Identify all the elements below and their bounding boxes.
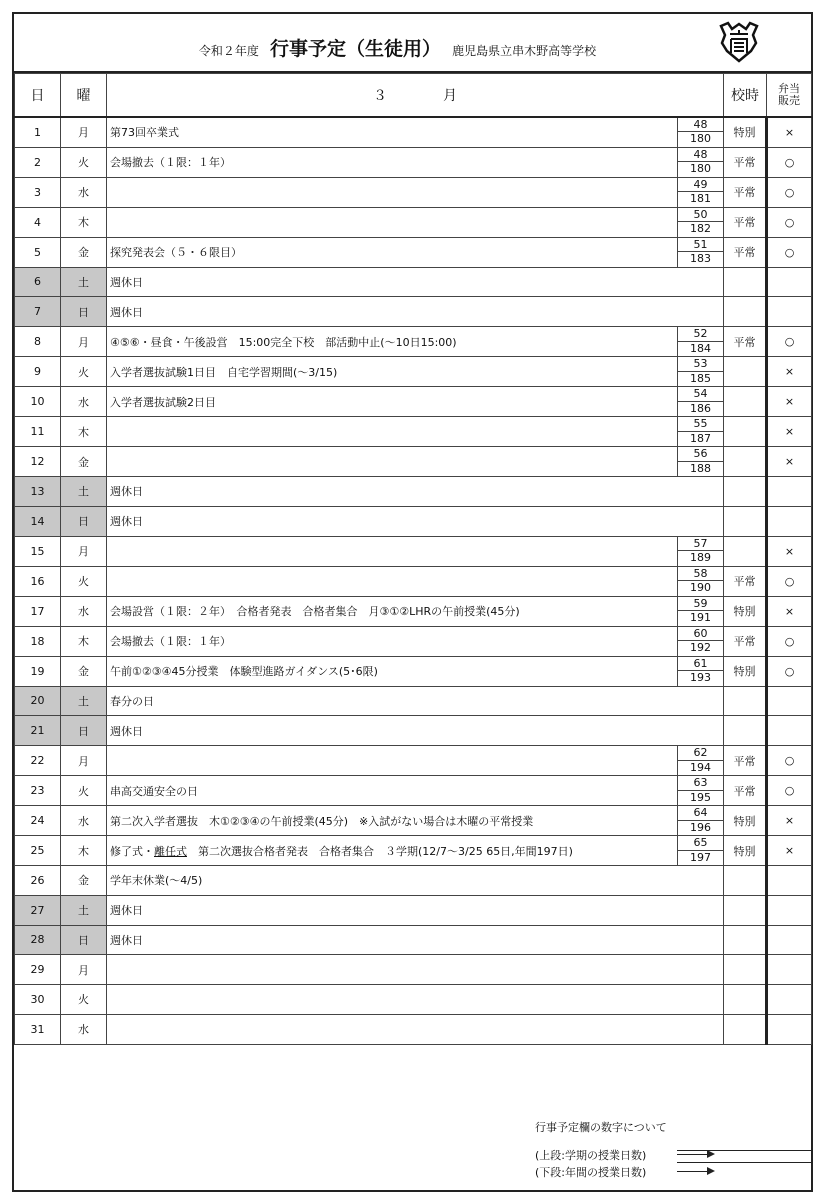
event-cell: 探究発表会（５・６限目）: [107, 237, 678, 267]
event-cell: 週休日: [107, 895, 724, 925]
bento-sale-cell: [767, 297, 812, 327]
event-cell: [107, 207, 678, 237]
year-class-days: 185: [690, 371, 711, 385]
day-cell: 25: [15, 836, 61, 866]
table-row: [15, 536, 812, 566]
event-cell: 第73回卒業式: [107, 117, 678, 148]
table-row: [15, 596, 812, 626]
day-cell: 15: [15, 536, 61, 566]
weekday-cell: 水: [61, 596, 107, 626]
school-time-cell: 平常: [724, 237, 767, 267]
event-cell: 会場撤去（１限：１年）: [107, 147, 678, 177]
bento-sale-cell: ○: [767, 207, 812, 237]
school-time-column-header: 校時: [724, 74, 767, 117]
table-row: [15, 477, 812, 507]
school-time-cell: 特別: [724, 806, 767, 836]
event-cell: [107, 417, 678, 447]
bento-sale-cell: ○: [767, 746, 812, 776]
term-class-days: 59: [678, 597, 723, 612]
day-cell: 3: [15, 177, 61, 207]
class-day-count-cell: [678, 776, 724, 806]
event-cell: [107, 536, 678, 566]
class-day-count-cell: [678, 836, 724, 866]
day-cell: 1: [15, 117, 61, 148]
day-cell: 13: [15, 477, 61, 507]
event-cell: 午前①②③④45分授業 体験型進路ガイダンス(5･6限): [107, 656, 678, 686]
table-row: [15, 267, 812, 297]
school-time-cell: [724, 895, 767, 925]
weekday-cell: 木: [61, 417, 107, 447]
year-class-days: 196: [690, 820, 711, 834]
day-column-header: 日: [15, 74, 61, 117]
table-row: [15, 686, 812, 716]
weekday-cell: 火: [61, 985, 107, 1015]
legend-title: 行事予定欄の数字について: [535, 1121, 667, 1134]
school-time-cell: 平常: [724, 147, 767, 177]
school-time-cell: 特別: [724, 117, 767, 148]
event-cell: 学年末休業(～4/5): [107, 866, 724, 896]
class-day-count-cell: [678, 536, 724, 566]
year-class-days: 190: [690, 581, 711, 594]
year-class-days: 188: [690, 461, 711, 475]
year-class-days: 181: [690, 192, 711, 205]
school-time-cell: [724, 925, 767, 955]
weekday-cell: 金: [61, 447, 107, 477]
school-time-cell: 平常: [724, 327, 767, 357]
day-cell: 20: [15, 686, 61, 716]
legend-arrow-line: [677, 1171, 709, 1172]
weekday-cell: 土: [61, 267, 107, 297]
table-row: [15, 417, 812, 447]
event-text: 第二次選抜合格者発表 合格者集合 ３学期(12/7～3/25 65日,年間197日): [187, 844, 573, 858]
schedule-sheet: [12, 12, 813, 1192]
year-class-days: 182: [690, 222, 711, 235]
bento-column-header: [767, 74, 812, 117]
term-class-days: 65: [678, 836, 723, 851]
school-time-cell: [724, 417, 767, 447]
school-name: 鹿児島県立串木野高等学校: [452, 44, 597, 58]
school-time-cell: 平常: [724, 177, 767, 207]
class-day-count-cell: [678, 656, 724, 686]
day-cell: 27: [15, 895, 61, 925]
school-time-cell: 平常: [724, 746, 767, 776]
bento-sale-cell: [767, 686, 812, 716]
term-class-days: 60: [678, 627, 723, 642]
legend-arrow-lower-icon: [707, 1167, 715, 1175]
table-row: [15, 776, 812, 806]
weekday-cell: 木: [61, 626, 107, 656]
day-cell: 10: [15, 387, 61, 417]
weekday-cell: 日: [61, 716, 107, 746]
term-class-days: 58: [678, 567, 723, 582]
weekday-cell: 土: [61, 895, 107, 925]
document-title: 行事予定（生徒用）: [269, 38, 441, 60]
bento-sale-cell: [767, 925, 812, 955]
day-cell: 22: [15, 746, 61, 776]
table-row: [15, 566, 812, 596]
weekday-cell: 月: [61, 955, 107, 985]
bento-sale-cell: [767, 955, 812, 985]
class-day-count-cell: [678, 806, 724, 836]
table-row: [15, 357, 812, 387]
year-class-days: 184: [690, 341, 711, 355]
weekday-cell: 水: [61, 1014, 107, 1044]
bento-sale-cell: [767, 477, 812, 507]
bento-sale-cell: [767, 506, 812, 536]
weekday-cell: 月: [61, 327, 107, 357]
day-cell: 5: [15, 237, 61, 267]
school-time-cell: [724, 297, 767, 327]
event-cell: 入学者選抜試験2日目: [107, 387, 678, 417]
day-cell: 28: [15, 925, 61, 955]
day-cell: 2: [15, 147, 61, 177]
weekday-cell: 水: [61, 177, 107, 207]
school-time-cell: [724, 387, 767, 417]
bento-sale-cell: ×: [767, 387, 812, 417]
school-time-cell: 特別: [724, 596, 767, 626]
term-class-days: 48: [678, 148, 723, 163]
weekday-cell: 火: [61, 776, 107, 806]
school-time-cell: [724, 447, 767, 477]
event-cell: 週休日: [107, 506, 724, 536]
weekday-cell: 日: [61, 925, 107, 955]
bento-sale-cell: ×: [767, 806, 812, 836]
class-day-count-cell: [678, 327, 724, 357]
weekday-cell: 金: [61, 866, 107, 896]
bento-sale-cell: ×: [767, 536, 812, 566]
school-time-cell: [724, 716, 767, 746]
day-cell: 30: [15, 985, 61, 1015]
day-cell: 18: [15, 626, 61, 656]
weekday-cell: 木: [61, 836, 107, 866]
school-time-cell: [724, 1014, 767, 1044]
bento-sale-cell: ○: [767, 177, 812, 207]
bento-sale-cell: ×: [767, 357, 812, 387]
weekday-cell: 木: [61, 207, 107, 237]
event-cell: 週休日: [107, 267, 724, 297]
weekday-cell: 火: [61, 566, 107, 596]
bento-sale-cell: [767, 866, 812, 896]
school-emblem-icon: [718, 21, 760, 63]
weekday-cell: 土: [61, 477, 107, 507]
legend-upper: (上段:学期の授業日数): [535, 1149, 647, 1162]
event-cell: [107, 955, 724, 985]
school-time-cell: 平常: [724, 207, 767, 237]
bento-sale-cell: [767, 267, 812, 297]
weekday-cell: 水: [61, 806, 107, 836]
event-cell: 会場撤去（１限：１年）: [107, 626, 678, 656]
event-text: 離任式: [154, 844, 187, 858]
weekday-column-header: 曜: [61, 74, 107, 117]
term-class-days: 57: [678, 537, 723, 552]
day-cell: 8: [15, 327, 61, 357]
day-cell: 12: [15, 447, 61, 477]
year-class-days: 194: [690, 760, 711, 774]
term-class-days: 48: [678, 118, 723, 133]
table-row: [15, 806, 812, 836]
term-class-days: 50: [678, 208, 723, 223]
day-cell: 26: [15, 866, 61, 896]
title-bar: [14, 14, 811, 73]
table-row: [15, 506, 812, 536]
table-row: [15, 836, 812, 866]
table-row: [15, 656, 812, 686]
bento-sale-cell: ×: [767, 596, 812, 626]
year-class-days: 186: [690, 401, 711, 415]
weekday-cell: 火: [61, 357, 107, 387]
bento-sale-cell: ×: [767, 117, 812, 148]
class-day-count-cell: [678, 237, 724, 267]
weekday-cell: 火: [61, 147, 107, 177]
class-day-count-cell: [678, 746, 724, 776]
table-row: [15, 117, 812, 148]
bento-sale-cell: ×: [767, 447, 812, 477]
table-row: [15, 177, 812, 207]
year-class-days: 180: [690, 162, 711, 175]
table-row: [15, 297, 812, 327]
table-row: [15, 925, 812, 955]
fiscal-year-label: 令和２年度: [198, 44, 259, 58]
term-class-days: 54: [678, 387, 723, 402]
school-time-cell: 平常: [724, 776, 767, 806]
term-class-days: 56: [678, 447, 723, 462]
event-text: 修了式・: [110, 844, 154, 858]
term-class-days: 52: [678, 327, 723, 342]
class-day-count-cell: [678, 387, 724, 417]
day-cell: 14: [15, 506, 61, 536]
table-row: [15, 1014, 812, 1044]
term-class-days: 64: [678, 806, 723, 821]
school-time-cell: 特別: [724, 656, 767, 686]
school-time-cell: [724, 357, 767, 387]
weekday-cell: 土: [61, 686, 107, 716]
legend-arrow-line: [677, 1154, 709, 1155]
event-cell: 入学者選抜試験1日目 自宅学習期間(～3/15): [107, 357, 678, 387]
weekday-cell: 日: [61, 297, 107, 327]
legend-rule: [677, 1162, 811, 1163]
bento-sale-cell: ○: [767, 626, 812, 656]
day-cell: 24: [15, 806, 61, 836]
term-class-days: 51: [678, 238, 723, 253]
table-row: [15, 327, 812, 357]
class-day-count-cell: [678, 596, 724, 626]
class-day-count-cell: [678, 117, 724, 148]
event-cell: 第二次入学者選抜 木①②③④の午前授業(45分) ※入試がない場合は木曜の平常授業: [107, 806, 678, 836]
bento-sale-cell: [767, 895, 812, 925]
table-row: [15, 895, 812, 925]
table-row: [15, 985, 812, 1015]
bento-header-line2: 販売: [778, 93, 800, 107]
table-row: [15, 716, 812, 746]
term-class-days: 53: [678, 357, 723, 372]
day-cell: 11: [15, 417, 61, 447]
day-cell: 7: [15, 297, 61, 327]
event-cell: 会場設営（１限：２年） 合格者発表 合格者集合 月③①②LHRの午前授業(45分): [107, 596, 678, 626]
table-row: [15, 147, 812, 177]
day-cell: 31: [15, 1014, 61, 1044]
table-row: [15, 207, 812, 237]
year-class-days: 189: [690, 551, 711, 564]
school-time-cell: [724, 267, 767, 297]
event-cell: 週休日: [107, 925, 724, 955]
year-class-days: 180: [690, 132, 711, 145]
school-time-cell: [724, 506, 767, 536]
bento-header-line1: 弁当: [778, 81, 800, 95]
event-cell: [107, 746, 678, 776]
day-cell: 21: [15, 716, 61, 746]
event-cell: 週休日: [107, 477, 724, 507]
year-class-days: 193: [690, 671, 711, 684]
school-time-cell: [724, 477, 767, 507]
table-row: [15, 746, 812, 776]
event-cell: [107, 1014, 724, 1044]
class-day-count-cell: [678, 177, 724, 207]
bento-sale-cell: [767, 716, 812, 746]
event-cell: [107, 566, 678, 596]
weekday-cell: 月: [61, 117, 107, 148]
legend-lower: (下段:年間の授業日数): [535, 1166, 647, 1179]
day-cell: 6: [15, 267, 61, 297]
weekday-cell: 金: [61, 656, 107, 686]
bento-sale-cell: ○: [767, 656, 812, 686]
bento-sale-cell: ○: [767, 147, 812, 177]
bento-sale-cell: ○: [767, 566, 812, 596]
weekday-cell: 日: [61, 506, 107, 536]
class-day-count-cell: [678, 447, 724, 477]
event-cell: [107, 177, 678, 207]
day-cell: 29: [15, 955, 61, 985]
day-cell: 19: [15, 656, 61, 686]
school-time-cell: [724, 985, 767, 1015]
table-row: [15, 237, 812, 267]
school-time-cell: 平常: [724, 626, 767, 656]
table-row: [15, 447, 812, 477]
table-row: [15, 387, 812, 417]
day-cell: 23: [15, 776, 61, 806]
bento-sale-cell: ×: [767, 836, 812, 866]
schedule-table: [14, 73, 812, 1045]
bento-sale-cell: ×: [767, 417, 812, 447]
class-day-count-cell: [678, 417, 724, 447]
bento-sale-cell: ○: [767, 237, 812, 267]
year-class-days: 195: [690, 790, 711, 804]
year-class-days: 197: [690, 850, 711, 864]
year-class-days: 183: [690, 252, 711, 265]
weekday-cell: 水: [61, 387, 107, 417]
weekday-cell: 金: [61, 237, 107, 267]
school-time-cell: [724, 866, 767, 896]
table-row: [15, 866, 812, 896]
term-class-days: 49: [678, 178, 723, 193]
year-class-days: 192: [690, 641, 711, 654]
bento-sale-cell: ○: [767, 327, 812, 357]
month-column-header: ３ 月: [107, 74, 724, 117]
weekday-cell: 月: [61, 536, 107, 566]
event-cell: 串高交通安全の日: [107, 776, 678, 806]
day-cell: 16: [15, 566, 61, 596]
term-class-days: 63: [678, 776, 723, 791]
school-time-cell: 平常: [724, 566, 767, 596]
day-cell: 9: [15, 357, 61, 387]
table-row: [15, 955, 812, 985]
bento-sale-cell: [767, 985, 812, 1015]
event-cell: ④⑤⑥・昼食・午後設営 15:00完全下校 部活動中止(～10日15:00): [107, 327, 678, 357]
event-cell: 週休日: [107, 297, 724, 327]
school-time-cell: [724, 536, 767, 566]
school-time-cell: [724, 955, 767, 985]
year-class-days: 187: [690, 431, 711, 445]
event-cell: 春分の日: [107, 686, 724, 716]
page-title: [14, 34, 811, 61]
day-cell: 4: [15, 207, 61, 237]
event-cell: [107, 836, 678, 866]
legend-rule: [677, 1150, 811, 1151]
legend-arrow-upper-icon: [707, 1150, 715, 1158]
event-cell: [107, 447, 678, 477]
term-class-days: 62: [678, 746, 723, 761]
school-time-cell: [724, 686, 767, 716]
year-class-days: 191: [690, 611, 711, 624]
bento-sale-cell: [767, 1014, 812, 1044]
class-day-count-cell: [678, 357, 724, 387]
class-day-count-cell: [678, 207, 724, 237]
school-time-cell: 特別: [724, 836, 767, 866]
class-day-count-cell: [678, 566, 724, 596]
class-day-count-cell: [678, 147, 724, 177]
term-class-days: 55: [678, 417, 723, 432]
bento-sale-cell: ○: [767, 776, 812, 806]
table-row: [15, 626, 812, 656]
class-day-count-cell: [678, 626, 724, 656]
event-cell: [107, 985, 724, 1015]
table-header-row: [15, 74, 812, 117]
term-class-days: 61: [678, 657, 723, 672]
weekday-cell: 月: [61, 746, 107, 776]
event-cell: 週休日: [107, 716, 724, 746]
day-cell: 17: [15, 596, 61, 626]
